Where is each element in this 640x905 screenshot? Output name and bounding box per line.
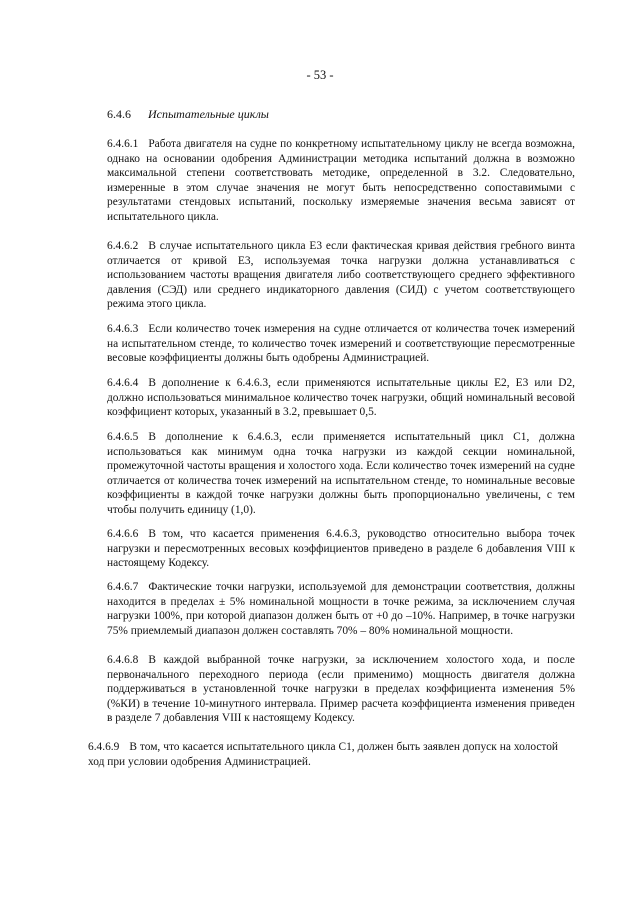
paragraph-6-4-6-9 xyxy=(88,740,558,769)
paragraph-number: 6.4.6.8 xyxy=(107,654,139,666)
paragraph-6-4-6-4 xyxy=(107,376,575,420)
paragraph-6-4-6-6 xyxy=(107,527,575,571)
paragraph-text: Работа двигателя на судне по конкретному испытательному циклу не всегда возможна, однако на основании одобрения Администрации методика испытаний должна в возможно максимальной степени соответствовать методике, определенной в 3.2. Следовательно, измеренные в этом случае значения не могут быть непосредственно сопоставимыми с результатами стендовых испытаний, поскольку измеряемые значения весьма зависят от испытательного цикла. xyxy=(107,138,575,223)
section-heading xyxy=(107,107,269,122)
paragraph-text: Фактические точки нагрузки, используемой для демонстрации соответствия, должны находится в пределах ± 5% номинальной мощности в точке режима, за исключением случая нагрузки 100%, при которой диапазон должен быть от +0 до –10%. Например, в точке нагрузки 75% приемлемый диапазон должен составлять 70% – 80% номинальной мощности. xyxy=(107,581,575,637)
paragraph-number: 6.4.6.1 xyxy=(107,138,139,150)
paragraph-number: 6.4.6.7 xyxy=(107,581,139,593)
paragraph-number: 6.4.6.2 xyxy=(107,240,139,252)
section-number: 6.4.6 xyxy=(107,107,131,121)
paragraph-6-4-6-1 xyxy=(107,137,575,225)
paragraph-6-4-6-8 xyxy=(107,653,575,726)
paragraph-text: В том, что касается испытательного цикла C1, должен быть заявлен допуск на холостой ход при условии одобрения Администрацией. xyxy=(88,741,558,768)
paragraph-text: В том, что касается применения 6.4.6.3, руководство относительно выбора точек нагрузки и пересмотренных весовых коэффициентов приведено в разделе 6 добавления VIII к настоящему Кодексу. xyxy=(107,528,575,570)
paragraph-6-4-6-7 xyxy=(107,580,575,638)
paragraph-text: Если количество точек измерения на судне отличается от количества точек измерений на испытательном стенде, то количество точек измерений и соответствующие пересмотренные весовые коэффициенты должны быть одобрены Администрацией. xyxy=(107,323,575,365)
page-number: - 53 - xyxy=(306,68,334,82)
section-title: Испытательные циклы xyxy=(148,107,269,121)
paragraph-text: В случае испытательного цикла E3 если фактическая кривая действия гребного винта отличается от кривой E3, используемая точка нагрузки должна устанавливаться с использованием частоты вращения двигателя либо соответствующего среднего эффективного давления (СЭД) или среднего индикаторного давления (СИД) с учетом соответствующего режима этого цикла. xyxy=(107,240,575,311)
paragraph-text: В дополнение к 6.4.6.3, если применяются испытательные циклы E2, E3 или D2, должно использоваться минимальное количество точек нагрузки, общий номинальный весовой коэффициент которых, указанный в 3.2, превышает 0,5. xyxy=(107,377,575,419)
paragraph-number: 6.4.6.6 xyxy=(107,528,139,540)
paragraph-number: 6.4.6.5 xyxy=(107,431,139,443)
paragraph-6-4-6-2 xyxy=(107,239,575,312)
paragraph-number: 6.4.6.4 xyxy=(107,377,139,389)
paragraph-number: 6.4.6.3 xyxy=(107,323,139,335)
paragraph-text: В дополнение к 6.4.6.3, если применяется испытательный цикл C1, должна использоваться как минимум одна точка нагрузки из каждой секции номинальной, промежуточной частоты вращения и холостого хода. Если количество точек измерений на судне отличается от количества точек измерений на испытательном стенде, то номинальные весовые коэффициенты в каждой точке нагрузки должны быть пропорционально увеличены, с тем чтобы получить единицу (1,0). xyxy=(107,431,575,516)
paragraph-number: 6.4.6.9 xyxy=(88,741,120,753)
paragraph-6-4-6-5 xyxy=(107,430,575,518)
paragraph-6-4-6-3 xyxy=(107,322,575,366)
paragraph-text: В каждой выбранной точке нагрузки, за исключением холостого хода, и после первоначального переходного периода (если применимо) мощность двигателя должна поддерживаться в установленной точке нагрузки в пределах коэффициента изменения 5% (%КИ) в течение 10-минутного интервала. Пример расчета коэффициента изменения приведен в разделе 7 добавления VIII к настоящему Кодексу. xyxy=(107,654,575,725)
